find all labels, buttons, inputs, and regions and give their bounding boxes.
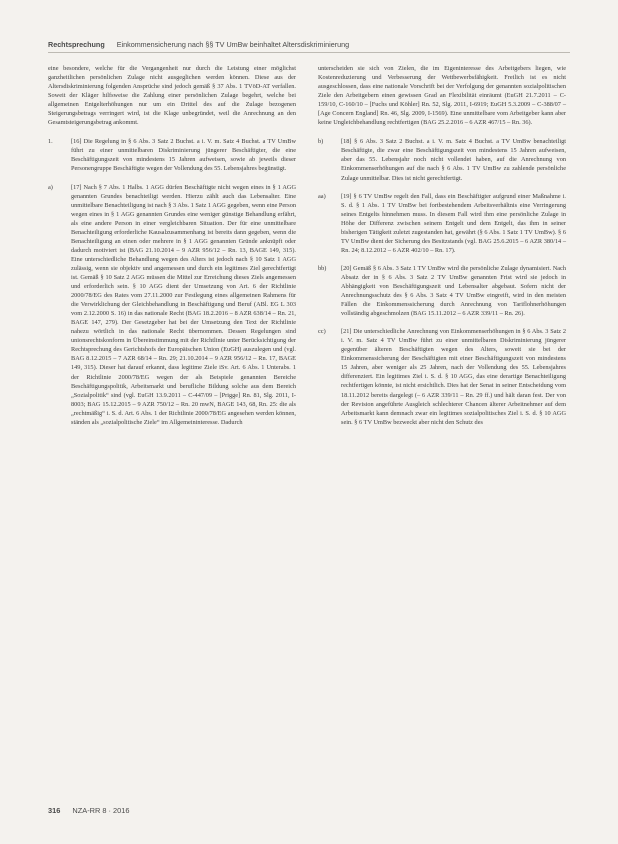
paragraph-number: bb) [318, 264, 327, 272]
paragraph-text: [18] § 6 Abs. 3 Satz 2 Buchst. a i. V. m. Satz 4 Buchst. a TV UmBw benachteiligt Beschäftigte, die zwar eine Beschäftigungszeit von mindestens 15 Jahren aufweisen, aber das 55. Lebensjahr noch nicht vollendet haben, auf die Anrechnung von Einkommenserhöhungen auf die nach § 6 Abs. 1 TV UmBw zu zahlende persönliche Zulage unmittelbar. Dies ist nicht gerechtfertigt. [341, 138, 566, 182]
paragraph-a [48, 183, 296, 427]
left-intro-paragraph: eine besondere, welche für die Vergangenheit nur durch die Leistung einer möglichst ganzheitlichen persönlichen Zulage nicht ausgeglichen werden können. Diese aus der Altersdiskriminierung folgenden Ansprüche sind jedoch gemäß § 37 Abs. 1 TVöD-AT verfallen. Soweit der Kläger hilfsweise die Zahlung einer persönlichen Zulage begehrt, welche bei allgemeinen Entgelterhöhungen nur um ein Drittel des auf die Zulage bezogenen Steigerungsbetrags verringert wird, ist die Klage unbegründet, weil die Anrechnung an den Gesamtsteigerungsbetrag ankommt. [48, 65, 296, 127]
header-title: Einkommensicherung nach §§ TV UmBw beinhaltet Altersdiskriminierung [116, 40, 350, 49]
paragraph-b [318, 137, 566, 182]
paragraph-number: cc) [318, 328, 326, 336]
right-intro-paragraph: unterscheiden sie sich von Zielen, die im Eigeninteresse des Arbeitgebers liegen, wie Kostenreduzierung und Verbesserung der Wettbewerbsfähigkeit. Freilich ist es nicht ausgeschlossen, dass eine nationale Vorschrift bei der Verfolgung der genannten sozialpolitischen Ziele den Arbeitgebern einen gewissen Grad an Flexibilität einräumt (EuGH 21.7.2011 – C-159/10, C-160/10 – [Fuchs und Köhler] Rn. 52, Slg. 2011, I-6919; EuGH 5.3.2009 – C-388/07 – [Age Concern England] Rn. 46, Slg. 2009, I-1569). Eine unmittelbare vom Arbeitgeber kann aber keine Ungleichbehandlung rechtfertigen (BAG 25.2.2016 – 6 AZR 467/15 – Rn. 36). [318, 65, 566, 127]
paragraph-cc [318, 327, 566, 427]
header-rule [48, 52, 570, 53]
page-footer [48, 806, 130, 815]
page-number: 316 [48, 806, 61, 815]
paragraph-number: aa) [318, 192, 326, 200]
journal-issue: NZA-RR 8 · 2016 [72, 806, 130, 815]
left-column [48, 64, 296, 436]
paragraph-1 [48, 137, 296, 173]
paragraph-text: [16] Die Regelung in § 6 Abs. 3 Satz 2 Buchst. a i. V. m. Satz 4 Buchst. a TV UmBw führt zu einer unmittelbaren Diskriminierung jüngerer Beschäftigter, die eine Beschäftigungszeit von mindestens 15 Jahren aufweisen, sowie ab jeweils dieser Personengruppe Beschäftigte wegen der Vollendung des 55. Lebensjahres begünstigt. [71, 138, 296, 173]
running-header [48, 40, 568, 49]
header-section: Rechtsprechung [48, 40, 105, 49]
paragraph-number: b) [318, 138, 324, 146]
paragraph-number: a) [48, 183, 53, 191]
paragraph-text: [20] Gemäß § 6 Abs. 3 Satz 1 TV UmBw wird die persönliche Zulage dynamisiert. Nach Absatz der in § 6 Abs. 3 Satz 2 TV UmBw genannten Frist wird sie jedoch in Abhängigkeit von Beschäftigungszeit und Lebensalter abgebaut. Sofern nicht der Anrechnungsschutz des § 6 Abs. 3 Satz 4 TV UmBw eingreift, wird in den meisten Fällen die Einkommenssicherung durch Anrechnung von Tariflohnerhöhungen vollständig abgeschmolzen (BAG 15.11.2012 – 6 AZR 339/11 – Rn. 26). [341, 264, 566, 318]
paragraph-text: [21] Die unterschiedliche Anrechnung von Einkommenserhöhungen in § 6 Abs. 3 Satz 2 i. V. m. Satz 4 TV UmBw führt zu einer unmittelbaren Diskriminierung jüngerer gegenüber älteren Beschäftigten wegen des Alters, soweit sie bei der Einkommenssicherung der Beschäftigten mit einer Beschäftigungszeit von mindestens 15 Jahren, aber weniger als 25 Jahren, nach der Vollendung des 55. Lebensjahres differenziert. Ein legitimes Ziel i. S. d. § 10 AGG, das eine derartige Benachteiligung rechtfertigen könnte, ist nicht ersichtlich. Dies hat der Senat in seiner Entscheidung vom 18.11.2012 bereits dargelegt (– 6 AZR 339/11 – Rn. 29 ff.) und hält daran fest. Der von der Revision angeführte Ausgleich schlechterer Chancen älterer Arbeitnehmer auf dem Arbeitsmarkt kann demnach zwar ein legitimes sozialpolitisches Ziel i. S. d. § 10 AGG sein. § 6 TV UmBw bezweckt aber nicht den Schutz des [341, 328, 566, 426]
paragraph-bb [318, 264, 566, 318]
paragraph-text: [17] Nach § 7 Abs. 1 Halbs. 1 AGG dürfen Beschäftigte nicht wegen eines in § 1 AGG genannten Grundes benachteiligt werden. Hierzu zählt auch das Lebensalter. Eine unmittelbare Benachteiligung ist nach § 3 Abs. 1 Satz 1 AGG gegeben, wenn eine Person wegen eines in § 1 AGG genannten Grundes eine weniger günstige Behandlung erfährt, als eine andere Person in einer vergleichbaren Situation. Der für eine unmittelbare Benachteiligung erforderliche Kausalzusammenhang ist bereits dann gegeben, wenn die Benachteiligung an einen oder mehrere in § 1 AGG genannten Gründe anknüpft oder dadurch motiviert ist (BAG 21.10.2014 – 9 AZR 956/12 – Rn. 13, BAGE 149, 315). Eine unterschiedliche Behandlung wegen des Alters ist jedoch nach § 10 Satz 1 AGG zulässig, wenn sie objektiv und angemessen und durch ein legitimes Ziel gerechtfertigt ist. Gemäß § 10 Satz 2 AGG müssen die Mittel zur Erreichung dieses Ziels angemessen und erforderlich sein. § 10 AGG dient der Umsetzung von Art. 6 der Richtlinie 2000/78/EG des Rates vom 27.11.2000 zur Festlegung eines allgemeinen Rahmens für die Verwirklichung der Gleichbehandlung in Beschäftigung und Beruf (ABl. EG L 303 vom 2.12.2000 S. 16) in das nationale Recht (BAG 18.2.2016 – 8 AZR 638/14 – Rn. 21, BAGE 147, 279). Der Gesetzgeber hat bei der Umsetzung den Text der Richtlinie nahezu wörtlich in das nationale Recht übernommen. Dessen Regelungen sind unionsrechtskonform in Übereinstimmung mit der Richtlinie unter Berücksichtigung der Rechtsprechung des Gerichtshofs der Europäischen Union (EuGH) auszulegen und (vgl. BAG 8.12.2015 – 7 AZR 68/14 – Rn. 29; 21.10.2014 – 9 AZR 956/12 – Rn. 17, BAGE 149, 315). Dieser hat darauf erkannt, dass legitime Ziele iSv. Art. 6 Abs. 1 Unterabs. 1 der Richtlinie 2000/78/EG wegen der als Beispiele genannten Bereiche Beschäftigungspolitik, Arbeitsmarkt und berufliche Bildung solche aus dem Bereich „Sozialpolitik“ sind (vgl. EuGH 13.9.2011 – C-447/09 – [Prigge] Rn. 81, Slg. 2011, I-8003; BAG 15.12.2015 – 9 AZR 750/12 – Rn. 20 mwN, BAGE 143, 68, Rn. 25: die als „rechtmäßig“ i. S. d. Art. 6 Abs. 1 der Richtlinie 2000/78/EG angesehen werden können, ständen als „sozialpolitische Ziele“ im Allgemeininteresse. Dadurch [71, 183, 296, 426]
paragraph-aa [318, 192, 566, 255]
paragraph-text: [19] § 6 TV UmBw regelt den Fall, dass ein Beschäftigter aufgrund einer Maßnahme i. S. d. § 1 Abs. 1 TV UmBw bei fortbestehendem Arbeitsverhältnis eine Verringerung seines Entgelts hinnehmen muss. In diesem Fall wird ihm eine persönliche Zulage in Höhe der Differenz zwischen seinem Entgelt und dem Entgelt, das ihm in seiner bisherigen Tätigkeit zuletzt zugestanden hat, gewährt (§ 6 Abs. 1 Satz 1 TV UmBw). § 6 TV UmBw dient der Sicherung des Besitzstands (vgl. BAG 25.6.2015 – 6 AZR 380/14 – Rn. 24; 8.12.2012 – 6 AZR 402/10 – Rn. 17). [341, 192, 566, 254]
paragraph-number: 1. [48, 138, 53, 146]
right-column [318, 64, 566, 436]
